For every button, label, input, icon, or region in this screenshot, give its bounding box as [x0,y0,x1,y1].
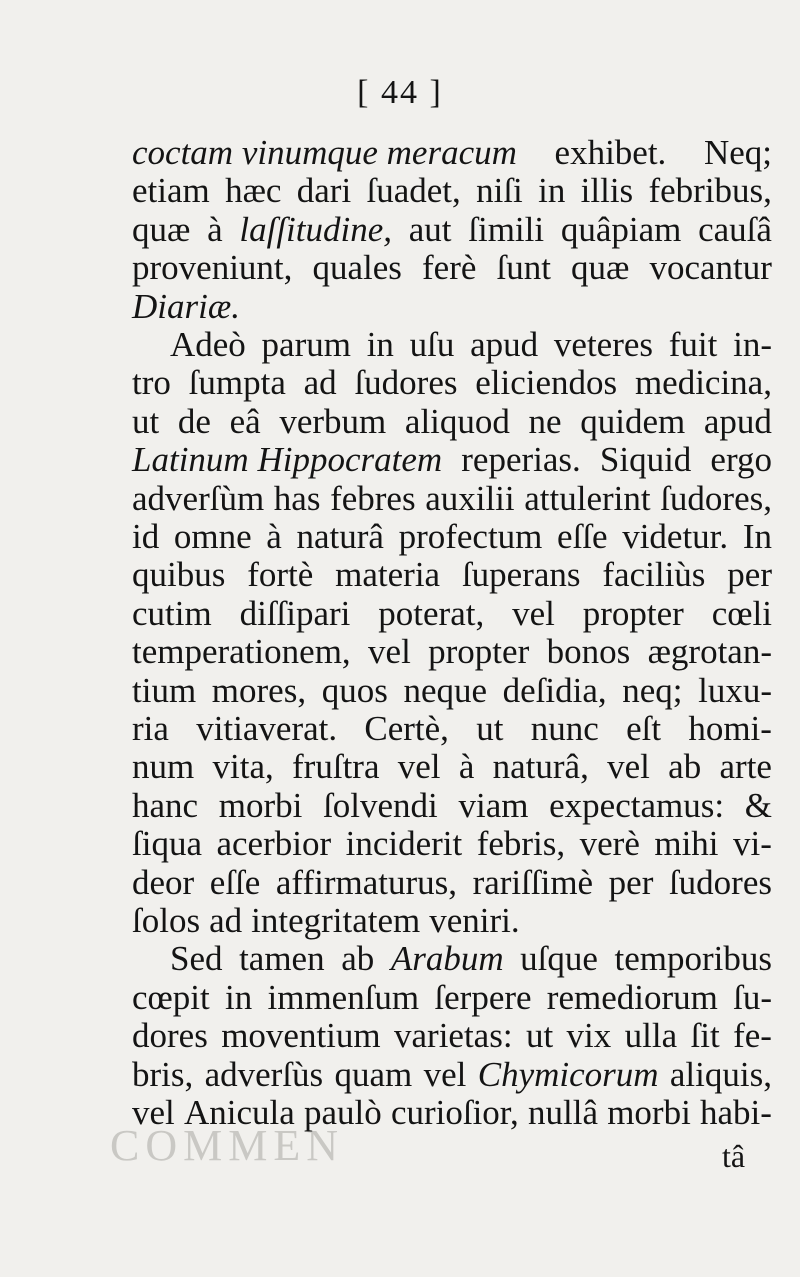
word: cauſâ [698,209,772,249]
word: nullâ [528,1093,598,1132]
word: ſumpta [188,363,286,403]
word: dari [296,171,352,211]
word: niſi [476,171,523,211]
word: luxu- [698,670,772,710]
word: rariſſimè [472,862,594,902]
word: Arabum [390,939,504,979]
word: temporibus [614,939,772,979]
word: verbum [279,401,387,441]
text-line [132,555,772,595]
word: ſolvendi [323,785,438,825]
word: poterat, [378,593,485,633]
word: ad [209,901,243,940]
word: eſſe [209,862,261,902]
word: naturâ, [492,747,589,787]
text-line [132,939,772,979]
word: ut [525,1016,554,1056]
word: vitiaverat. [196,709,338,748]
text-line [132,824,772,864]
word: neq; [622,670,683,710]
word: ſit [690,1016,720,1056]
text-line [132,786,772,826]
word: acerbior [216,824,332,864]
text-line [132,632,772,672]
text-line [132,248,772,288]
word: apud [470,325,539,364]
word: ulla [624,1016,678,1056]
text-line [132,325,772,365]
text-line [132,440,772,480]
page-number: [ 44 ] [357,74,443,111]
text-line [132,479,772,519]
word: in [366,325,394,364]
word: inciderit [345,824,463,864]
text-line [132,747,772,787]
word: & [744,785,772,825]
word: Adeò [170,325,246,364]
word: fruſtra [292,747,380,787]
word: adverſùs [204,1054,324,1094]
word: viam [458,785,529,825]
word: per [608,862,654,902]
catchword: tâ [722,1138,746,1174]
word: ne [528,401,562,441]
word: fuit [668,325,718,364]
word: in [225,977,253,1017]
word: vel [132,1093,175,1132]
word: neque [403,670,488,710]
word: ſerpere [434,977,532,1017]
text-line [132,978,772,1018]
text-line [132,402,772,442]
word: habi- [700,1093,772,1132]
word: vel [512,593,555,633]
word: ergo [710,440,772,480]
word: morbi [607,1093,691,1132]
word: febribus, [648,171,772,211]
word: immenſum [267,977,420,1017]
word: in [538,171,566,211]
word: quales [312,248,402,288]
word: naturâ [296,517,384,556]
word: aliquod [404,401,510,441]
word: quibus [132,555,226,595]
word: quidem [580,401,686,441]
word: vel [368,632,411,672]
word: cutim [132,593,212,633]
word: ria [132,709,169,748]
word: eliciendos [475,363,618,403]
word: ſudores, [660,478,772,518]
text-line [132,171,772,211]
word: arte [719,747,772,787]
word: deor [132,862,195,902]
word: vita, [212,747,274,787]
show-through-text: COMMEN [110,1121,345,1170]
word: uſque [520,939,598,979]
word: vix [566,1016,612,1056]
word: ſu- [733,977,772,1017]
word: morbi [218,785,303,825]
word: integritatem [251,901,421,940]
word: auxilii [425,478,515,518]
word: has [273,478,321,518]
word: febres [330,478,416,518]
text-line [132,287,772,327]
word: aliquis, [669,1054,772,1094]
word: Sed [170,939,223,979]
word: Neq; [703,133,772,172]
word: bonos [546,632,631,672]
word: num [132,747,195,787]
word: ſudores [354,363,458,403]
word: Latinum Hippocratem [132,440,443,480]
word: moventium [221,1016,381,1056]
word: hanc [132,785,199,825]
word: vel [397,747,441,787]
word: diſſipari [239,593,351,633]
word: illis [580,171,634,211]
word: fe- [733,1016,772,1056]
word: proveniunt, [132,248,293,288]
word: ſuadet, [366,171,461,211]
word: quâpiam [560,209,682,249]
text-line [132,363,772,403]
word: dores [132,1016,208,1056]
word: ſiqua [132,824,202,864]
word: materia [335,555,441,595]
word: veteres [553,325,654,364]
word: Certè, [364,709,449,748]
word: temperationem, [132,632,351,672]
word: hæc [225,171,282,211]
text-line [132,1016,772,1056]
word: febris, [476,824,566,864]
word: à [207,209,223,249]
word: quos [321,670,388,710]
word: etiam [132,171,210,211]
word: cœpit [132,977,210,1017]
word: ſuperans [461,555,581,595]
word: Chymicorum [477,1054,659,1094]
word: homi- [688,709,772,748]
word: ab [341,939,375,979]
word: à [458,747,475,787]
text-line [132,594,772,634]
word: affirmaturus, [275,862,457,902]
word: deſidia, [502,670,607,710]
text-line [132,517,772,557]
word: adverſùm [132,478,265,518]
word: de [177,401,211,441]
word: per [727,555,772,595]
word: Diariæ. [132,286,240,326]
text-line [132,1093,772,1133]
word: medicina, [634,363,772,403]
word: varietas: [394,1016,513,1056]
word: eâ [229,401,261,441]
word: quæ [132,209,191,249]
word: coctam vinumque meracum [132,133,517,172]
word: Anicula [183,1093,295,1132]
word: laſſitudine, [239,209,393,249]
word: curioſior, [390,1093,519,1132]
word: vi- [733,824,772,864]
word: fortè [247,555,314,595]
word: mores, [211,670,307,710]
text-line [132,863,772,903]
word: bris, [132,1054,194,1094]
word: vel [423,1054,467,1094]
word: exhibet. [554,133,667,172]
text-line [132,1055,772,1095]
word: Siquid [599,440,692,480]
word: tro [132,363,171,403]
word: cœli [711,593,772,633]
word: in- [733,325,772,364]
word: videtur. [622,517,729,556]
word: ægrotan- [647,632,772,672]
text-line [132,709,772,749]
word: paulò [303,1093,382,1132]
word: ſunt [496,248,551,288]
word: eſſe [557,517,608,556]
word: quam [334,1054,413,1094]
text-line [132,133,772,173]
word: id [132,517,160,556]
word: ab [668,747,702,787]
word: attulerint [524,478,651,518]
word: ad [303,363,337,403]
word: quæ [571,248,630,288]
word: omne [173,517,252,556]
text-line [132,901,772,941]
word: ferè [422,248,477,288]
word: ſimili [468,209,545,249]
word: ut [132,401,160,441]
word: faciliùs [602,555,706,595]
word: ut [476,709,504,748]
word: veniri. [429,901,520,940]
word: uſu [409,325,455,364]
word: nunc [530,709,599,748]
word: aut [408,209,452,249]
word: parum [261,325,351,364]
word: verè [579,824,640,864]
word: remediorum [546,977,718,1017]
word: propter [582,593,684,633]
text-line [132,671,772,711]
word: reperias. [461,440,581,480]
word: ſudores [668,862,772,902]
word: mihi [654,824,719,864]
word: eſt [626,709,662,748]
word: apud [703,401,772,441]
word: propter [428,632,530,672]
word: à [266,517,282,556]
word: In [742,517,772,556]
word: vocantur [649,248,772,288]
word: tamen [239,939,325,979]
word: profectum [398,517,543,556]
word: expectamus: [549,785,725,825]
word: tium [132,670,197,710]
word: ſolos [132,901,201,940]
word: vel [607,747,650,787]
text-line [132,210,772,250]
